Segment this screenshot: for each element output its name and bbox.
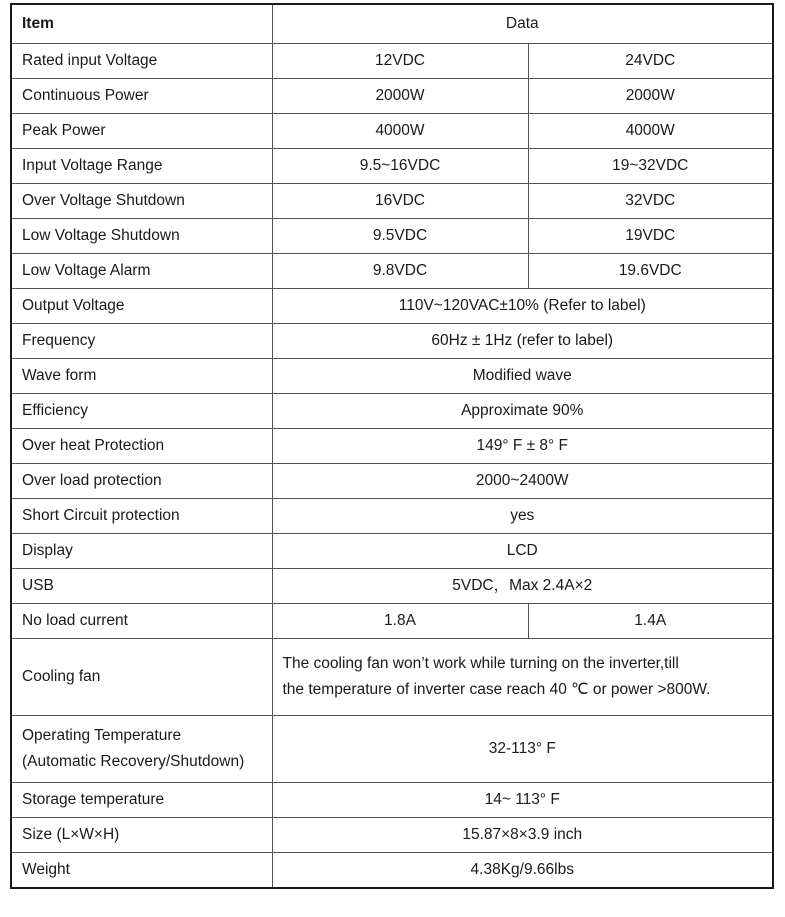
table-row <box>11 44 773 79</box>
operating-temp-label-line2: (Automatic Recovery/Shutdown) <box>22 752 245 770</box>
spec-value-24v: 1.4A <box>528 604 773 639</box>
cooling-fan-line2: the temperature of inverter case reach 40 ℃ or power >800W. <box>282 680 711 698</box>
spec-label: Low Voltage Shutdown <box>11 219 272 254</box>
spec-value-12v: 12VDC <box>272 44 528 79</box>
cooling-fan-line1: The cooling fan won’t work while turning on the inverter,till <box>282 655 679 673</box>
table-row <box>11 79 773 114</box>
table-row <box>11 853 773 889</box>
column-header-data: Data <box>272 4 773 44</box>
table-row <box>11 149 773 184</box>
spec-value-24v: 32VDC <box>528 184 773 219</box>
table-row <box>11 499 773 534</box>
table-row <box>11 184 773 219</box>
table-row <box>11 464 773 499</box>
table-row <box>11 534 773 569</box>
spec-label: Low Voltage Alarm <box>11 254 272 289</box>
table-row <box>11 359 773 394</box>
spec-label: Rated input Voltage <box>11 44 272 79</box>
spec-value-12v: 16VDC <box>272 184 528 219</box>
spec-value: 149° F ± 8° F <box>272 429 773 464</box>
specifications-table <box>10 3 774 889</box>
table-row-operating-temperature <box>11 716 773 783</box>
table-row <box>11 783 773 818</box>
spec-value: yes <box>272 499 773 534</box>
spec-value-24v: 19.6VDC <box>528 254 773 289</box>
spec-label: Size (L×W×H) <box>11 818 272 853</box>
spec-label: Display <box>11 534 272 569</box>
table-row <box>11 219 773 254</box>
spec-label: Efficiency <box>11 394 272 429</box>
spec-label: Frequency <box>11 324 272 359</box>
spec-value: 32-113° F <box>272 716 773 783</box>
spec-value-24v: 2000W <box>528 79 773 114</box>
spec-label: Over load protection <box>11 464 272 499</box>
spec-value-24v: 4000W <box>528 114 773 149</box>
column-header-item: Item <box>11 4 272 44</box>
operating-temp-label-line1: Operating Temperature <box>22 727 182 745</box>
table-row <box>11 569 773 604</box>
spec-value: Approximate 90% <box>272 394 773 429</box>
spec-label: Over Voltage Shutdown <box>11 184 272 219</box>
spec-value-12v: 9.5~16VDC <box>272 149 528 184</box>
table-row <box>11 429 773 464</box>
spec-value: LCD <box>272 534 773 569</box>
spec-value-24v: 19~32VDC <box>528 149 773 184</box>
spec-value-12v: 9.8VDC <box>272 254 528 289</box>
cooling-fan-description <box>272 639 773 716</box>
spec-value-12v: 9.5VDC <box>272 219 528 254</box>
spec-value: 4.38Kg/9.66lbs <box>272 853 773 889</box>
spec-value: 5VDC，Max 2.4A×2 <box>272 569 773 604</box>
table-row <box>11 818 773 853</box>
spec-label: USB <box>11 569 272 604</box>
table-row <box>11 289 773 324</box>
spec-value-12v: 2000W <box>272 79 528 114</box>
spec-label: Weight <box>11 853 272 889</box>
table-row <box>11 604 773 639</box>
spec-label: Storage temperature <box>11 783 272 818</box>
spec-value-24v: 19VDC <box>528 219 773 254</box>
table-row <box>11 254 773 289</box>
spec-label: Output Voltage <box>11 289 272 324</box>
spec-value: 15.87×8×3.9 inch <box>272 818 773 853</box>
table-row <box>11 394 773 429</box>
spec-value: 60Hz ± 1Hz (refer to label) <box>272 324 773 359</box>
spec-value: 110V~120VAC±10% (Refer to label) <box>272 289 773 324</box>
spec-label: Peak Power <box>11 114 272 149</box>
specification-sheet <box>10 3 772 889</box>
spec-label: Short Circuit protection <box>11 499 272 534</box>
spec-label: Continuous Power <box>11 79 272 114</box>
table-row <box>11 114 773 149</box>
spec-label: Wave form <box>11 359 272 394</box>
table-body <box>11 4 773 888</box>
spec-value: 14~ 113° F <box>272 783 773 818</box>
spec-value-24v: 24VDC <box>528 44 773 79</box>
spec-value: 2000~2400W <box>272 464 773 499</box>
table-row <box>11 324 773 359</box>
spec-value-12v: 1.8A <box>272 604 528 639</box>
spec-value: Modified wave <box>272 359 773 394</box>
table-header-row <box>11 4 773 44</box>
spec-label: Input Voltage Range <box>11 149 272 184</box>
spec-value-12v: 4000W <box>272 114 528 149</box>
spec-label-operating-temperature <box>11 716 272 783</box>
spec-label: Cooling fan <box>11 639 272 716</box>
spec-label: No load current <box>11 604 272 639</box>
table-row-cooling-fan <box>11 639 773 716</box>
spec-label: Over heat Protection <box>11 429 272 464</box>
